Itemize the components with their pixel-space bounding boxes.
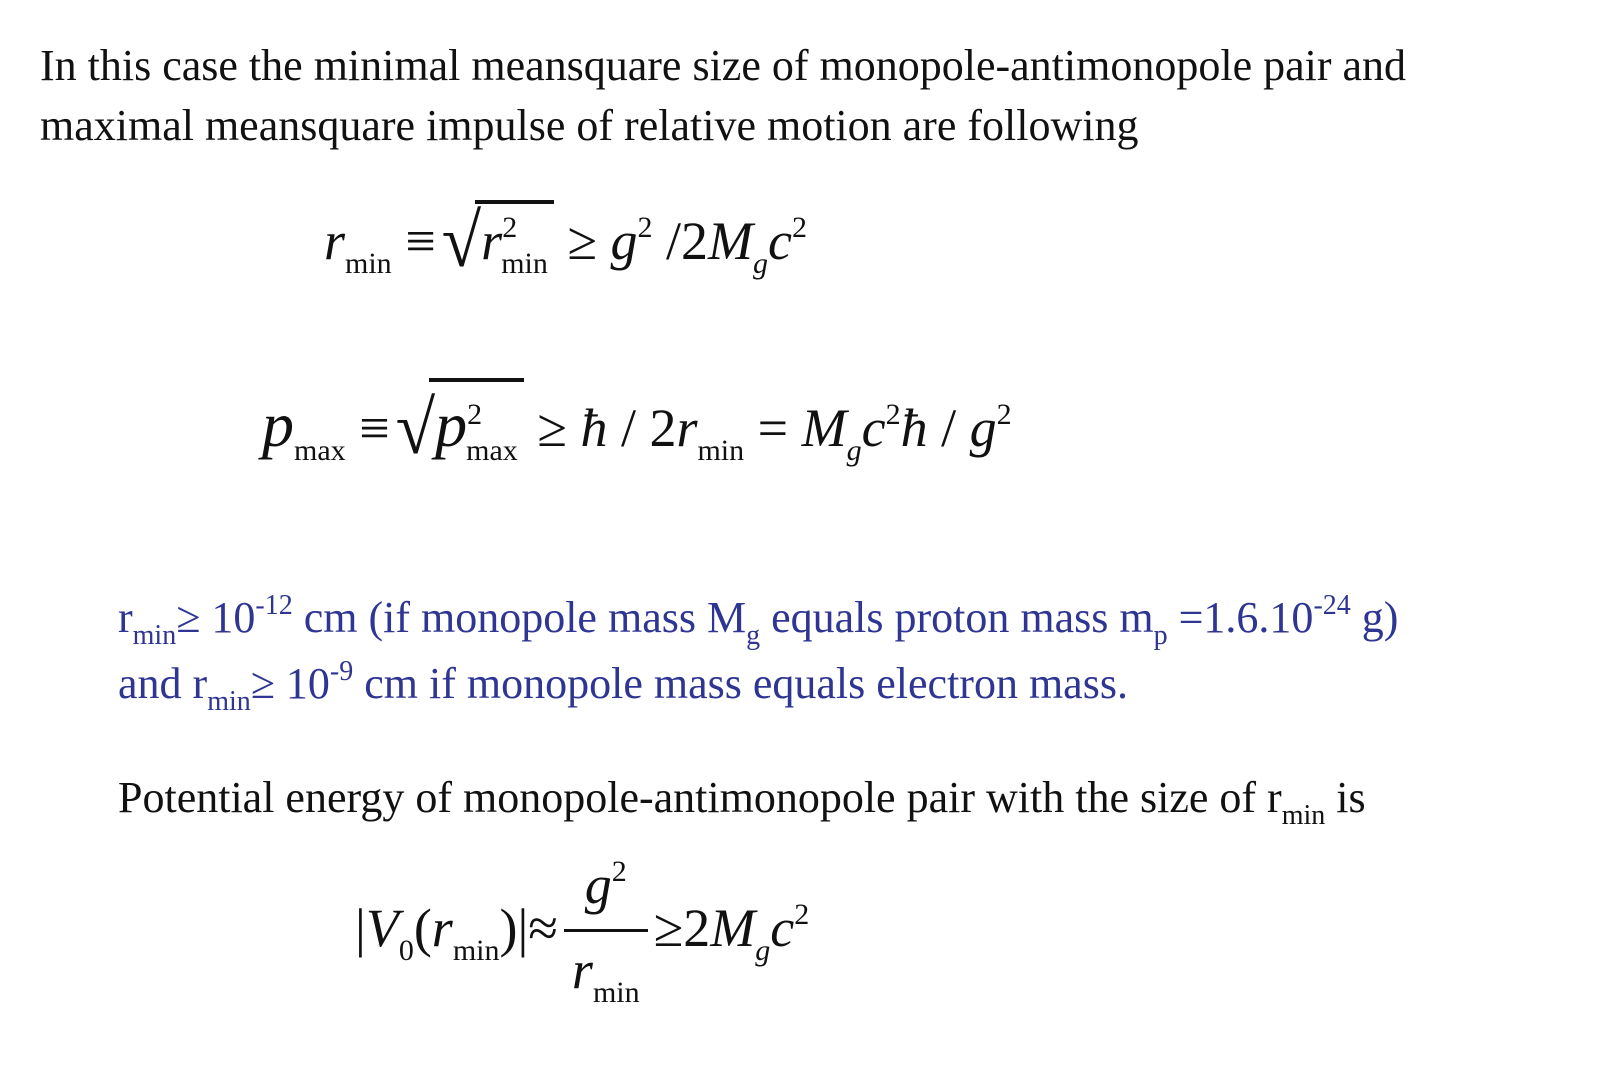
eq3-den-sub: min	[592, 976, 640, 1009]
eq2-M: M	[801, 398, 847, 458]
note-M-sub: g	[746, 620, 761, 651]
intro-line-2: maximal meansquare impulse of relative motion are following	[40, 101, 1139, 150]
note-exp2: -24	[1313, 590, 1351, 621]
eq3-r-sub: min	[452, 933, 500, 967]
eq3-paren-close: )	[499, 897, 518, 958]
note-text-b: cm (if monopole mass M	[292, 593, 747, 642]
intro-line-1: In this case the minimal meansquare size of monopole-antimonopole pair and	[40, 41, 1407, 90]
potential-sentence	[118, 768, 1598, 834]
note2-text-a: and r	[118, 659, 208, 708]
equation-rmin	[324, 200, 807, 283]
eq2-two: 2	[649, 398, 677, 458]
eq3-M-sub: g	[755, 933, 771, 967]
eq1-lhs-var: r	[324, 211, 346, 271]
eq1-c: c	[768, 211, 792, 271]
eq3-V: V	[365, 897, 399, 958]
potential-sub: min	[1281, 800, 1326, 831]
eq1-slash: /	[666, 211, 682, 271]
eq2-c: c	[861, 398, 886, 458]
note-text-d: =1.6.10	[1167, 593, 1314, 642]
eq3-c: c	[770, 897, 795, 958]
eq3-V-sub: 0	[398, 933, 414, 967]
eq3-bar-close: |	[517, 897, 529, 958]
note2-r-sub: min	[207, 686, 251, 717]
eq1-M-sub: g	[753, 247, 768, 280]
eq1-g-sup: 2	[637, 211, 653, 244]
note-m-sub: p	[1153, 620, 1168, 651]
eq2-lhs-sub: max	[294, 434, 346, 467]
eq1-g: g	[610, 211, 638, 271]
eq2-c-sup: 2	[885, 398, 901, 431]
eq3-c-sup: 2	[794, 897, 810, 931]
eq2-g: g	[969, 398, 997, 458]
eq1-rad-var: r	[481, 211, 503, 271]
eq3-num-g: g	[584, 855, 612, 915]
radical-sign-icon: √	[441, 198, 482, 283]
note-line-1	[118, 588, 1598, 654]
note-line-2	[118, 654, 1598, 720]
eq2-M-sub: g	[846, 434, 862, 467]
note-ge-ten: ≥ 10	[176, 593, 256, 642]
note2-text-c: cm if monopole mass equals electron mass.	[353, 659, 1128, 708]
equation-pmax	[262, 378, 1012, 470]
radical-sign-icon: √	[395, 385, 436, 470]
eq3-rel: ≥	[653, 897, 684, 958]
eq2-slash: /	[620, 398, 636, 458]
eq2-rad-sub: max	[466, 434, 518, 467]
eq3-approx: ≈	[528, 897, 558, 958]
eq3-num-sup: 2	[611, 855, 627, 888]
eq2-rad-var: p	[435, 389, 468, 460]
eq3-M: M	[710, 897, 756, 958]
eq1-rel: ≥	[567, 211, 597, 271]
eq1-c-sup: 2	[791, 211, 807, 244]
eq2-r: r	[676, 398, 698, 458]
note2-ge-ten: ≥ 10	[250, 659, 330, 708]
eq1-lhs-sub: min	[345, 247, 392, 280]
eq2-hbar: ħ	[580, 398, 608, 458]
eq1-rad-sup: 2	[502, 211, 518, 244]
eq3-den-r: r	[571, 940, 593, 1000]
eq3-numerator	[564, 850, 648, 932]
eq2-lhs-var: p	[262, 389, 294, 460]
note-text-e: g)	[1350, 593, 1399, 642]
eq2-rad-sup: 2	[467, 398, 483, 431]
eq1-two: 2	[681, 211, 709, 271]
note-text-c: equals proton mass m	[760, 593, 1154, 642]
potential-text: Potential energy of monopole-antimonopole pair with the size of r	[118, 773, 1282, 822]
eq2-equiv: ≡	[359, 398, 390, 458]
eq2-g-sup: 2	[996, 398, 1012, 431]
eq1-M: M	[708, 211, 753, 271]
note2-exp: -9	[329, 656, 354, 687]
intro-paragraph	[40, 36, 1600, 156]
note-r-sub: min	[132, 620, 177, 651]
eq3-paren-open: (	[413, 897, 432, 958]
note-paragraph	[118, 588, 1598, 720]
eq2-rel: ≥	[537, 398, 567, 458]
eq3-r: r	[431, 897, 453, 958]
potential-tail: is	[1325, 773, 1366, 822]
eq3-fraction	[564, 850, 648, 1017]
eq2-radical	[390, 378, 524, 470]
eq1-radical	[436, 200, 554, 283]
eq3-two: 2	[683, 897, 711, 958]
eq2-slash2: /	[941, 398, 957, 458]
eq1-rad-sub: min	[501, 247, 548, 280]
eq2-r-sub: min	[697, 434, 745, 467]
eq2-eq: =	[757, 398, 789, 458]
note-r: r	[118, 593, 133, 642]
eq1-equiv: ≡	[405, 211, 436, 271]
note-exp: -12	[255, 590, 293, 621]
eq3-denominator	[564, 932, 648, 1017]
eq2-hbar2: ħ	[900, 398, 928, 458]
eq3-bar-open: |	[355, 897, 366, 958]
equation-potential	[355, 850, 809, 1017]
